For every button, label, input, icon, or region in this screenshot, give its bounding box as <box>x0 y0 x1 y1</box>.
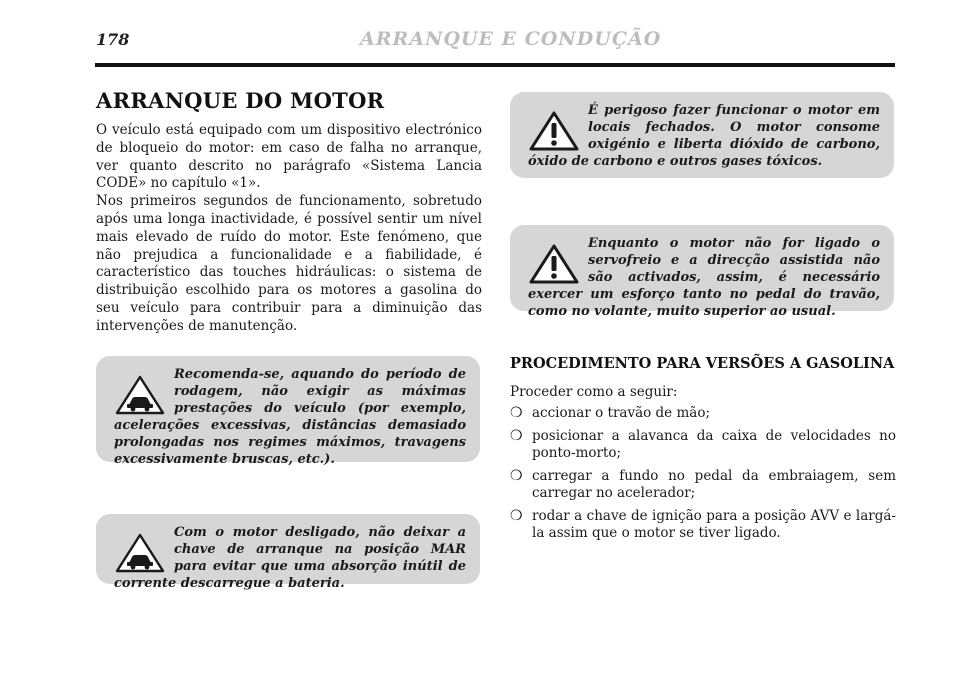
list-item <box>510 428 896 463</box>
intro-paragraph: O veículo está equipado com um dispositivo electrónico de bloqueio do motor: em caso de falha no arranque, ver quanto descrito no parágrafo «Sistema Lancia CODE» no capítulo «1». <box>96 122 482 192</box>
running-title: ARRANQUE E CONDUÇÃO <box>360 28 662 50</box>
note-ignition-key <box>96 514 480 591</box>
bullet-circle-icon: ❍ <box>510 427 523 444</box>
car-care-icon <box>114 374 166 416</box>
note-running-in <box>96 356 480 467</box>
warning-toxic-gases-text: É perigoso fazer funcionar o motor em locais fechados. O motor consome oxigénio e liberta dióxido de carbono, óxido de carbono e outros gases tóxicos. <box>528 103 880 169</box>
step-text: accionar o travão de mão; <box>532 405 710 421</box>
intro-paragraph: Nos primeiros segundos de funcionamento, sobretudo após uma longa inactividade, é possível sentir um nível mais elevado de ruído do motor. Este fenómeno, que não prejudica a funcionalidade e a fiabilidade, é característico das touches hidráulicas: o sistema de distribuição escolhido para os motores a gasolina do seu veículo para contribuir para a diminuição das intervenções de manutenção. <box>96 193 482 334</box>
list-item <box>510 508 896 543</box>
warning-triangle-icon <box>528 243 580 285</box>
procedure-heading: PROCEDIMENTO PARA VERSÕES A GASOLINA <box>510 355 895 372</box>
list-item <box>510 468 896 503</box>
warning-power-assist-text: Enquanto o motor não for ligado o servofreio e a direcção assistida não são activados, assim, é necessário exercer um esforço tanto no pedal do travão, como no volante, muito superior ao usual. <box>528 236 880 319</box>
step-text: posicionar a alavanca da caixa de velocidades no ponto-morto; <box>532 427 896 461</box>
header-rule <box>95 63 895 67</box>
procedure-intro: Proceder como a seguir: <box>510 384 678 400</box>
bullet-circle-icon: ❍ <box>510 405 523 421</box>
bullet-circle-icon: ❍ <box>510 507 523 524</box>
step-text: rodar a chave de ignição para a posição AVV e largá-la assim que o motor se tiver ligado. <box>532 507 896 541</box>
bullet-circle-icon: ❍ <box>510 467 523 484</box>
procedure-steps <box>510 405 896 548</box>
intro-text <box>96 122 482 336</box>
list-item <box>510 405 896 423</box>
page-number: 178 <box>96 30 130 49</box>
warning-power-assist <box>510 225 894 319</box>
car-care-icon <box>114 532 166 574</box>
step-text: carregar a fundo no pedal da embraiagem, sem carregar no acelerador; <box>532 467 896 501</box>
section-heading: ARRANQUE DO MOTOR <box>96 88 385 113</box>
warning-triangle-icon <box>528 110 580 152</box>
note-ignition-key-text: Com o motor desligado, não deixar a chave de arranque na posição MAR para evitar que uma absorção inútil de corrente descarregue a bateria. <box>114 525 466 591</box>
note-running-in-text: Recomenda-se, aquando do período de rodagem, não exigir as máximas prestações do veículo (por exemplo, acelerações excessivas, distâncias demasiado prolongadas nos regimes máximos, travagens excessivamente bruscas, etc.). <box>114 367 466 467</box>
warning-toxic-gases <box>510 92 894 178</box>
